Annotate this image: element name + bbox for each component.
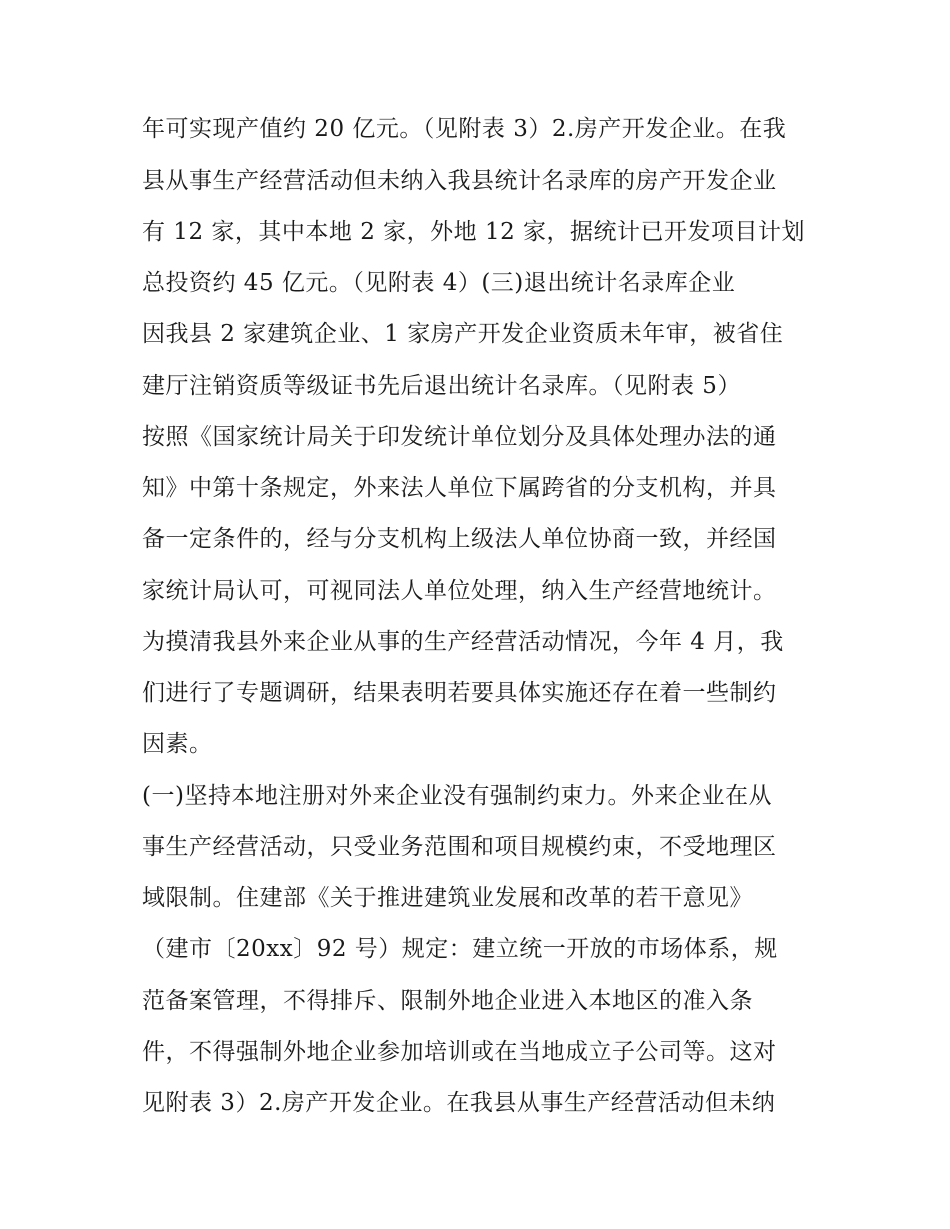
text-line: 域限制。住建部《关于推进建筑业发展和改革的若干意见》 [142,885,753,911]
text-line: 事生产经营活动，只受业务范围和项目规模约束，不受地理区 [142,834,777,860]
text-line: 范备案管理，不得排斥、限制外地企业进入本地区的准入条 [142,988,753,1014]
text-line: 知》中第十条规定，外来法人单位下属跨省的分支机构，并具 [142,475,777,501]
text-line: 有 12 家，其中本地 2 家，外地 12 家，据统计已开发项目计划 [142,219,806,245]
text-line: 们进行了专题调研，结果表明若要具体实施还存在着一些制约 [142,680,777,706]
text-line: 因我县 2 家建筑企业、1 家房产开发企业资质未年审，被省住 [142,321,784,347]
text-line: 件，不得强制外地企业参加培训或在当地成立子公司等。这对 [142,1039,777,1065]
text-line: 县从事生产经营活动但未纳入我县统计名录库的房产开发企业 [142,168,777,194]
text-line: （建市〔20xx〕92 号）规定：建立统一开放的市场体系，规 [142,936,778,962]
text-line: (一)坚持本地注册对外来企业没有强制约束力。外来企业在从 [142,783,772,809]
text-line: 总投资约 45 亿元。（见附表 4）(三)退出统计名录库企业 [142,270,736,296]
text-line: 为摸清我县外来企业从事的生产经营活动情况，今年 4 月，我 [142,629,784,655]
text-line: 备一定条件的，经与分支机构上级法人单位协商一致，并经国 [142,526,777,552]
text-line: 建厅注销资质等级证书先后退出统计名录库。（见附表 5） [142,373,741,399]
text-line: 因素。 [142,731,213,757]
text-line: 按照《国家统计局关于印发统计单位划分及具体处理办法的通 [142,424,777,450]
text-line: 家统计局认可，可视同法人单位处理，纳入生产经营地统计。 [142,578,777,604]
text-line: 年可实现产值约 20 亿元。（见附表 3）2.房产开发企业。在我 [142,116,787,142]
text-line: 见附表 3）2.房产开发企业。在我县从事生产经营活动但未纳 [142,1090,776,1116]
